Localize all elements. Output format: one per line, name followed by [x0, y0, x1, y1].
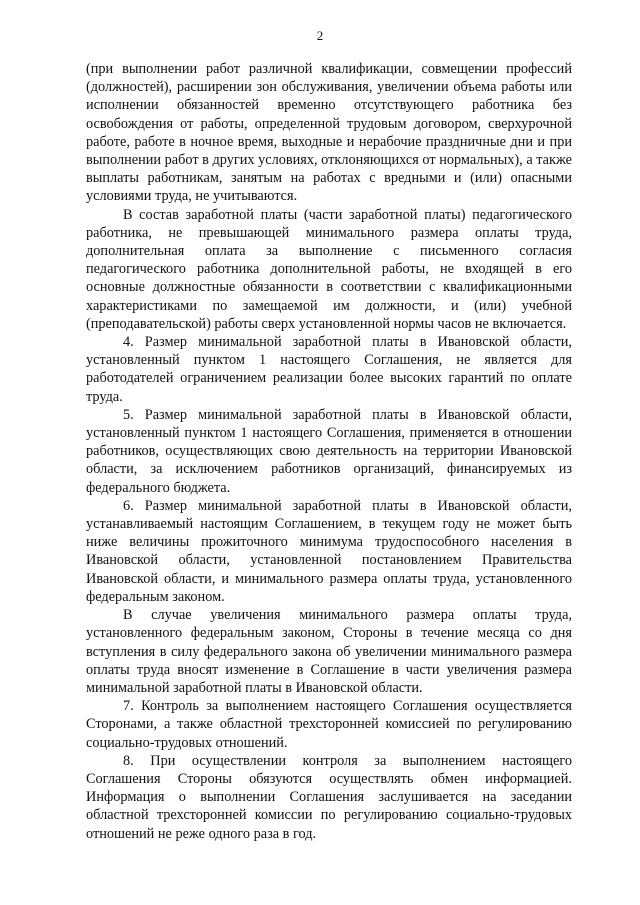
paragraph-pedagogical-worker: В состав заработной платы (части заработной платы) педагогического работника, не превышающей минимального размера оплаты труда, дополнительная оплата за выполнение с письменного согласия педагогического работника дополнительной работы, не входящей в его основные должностные обязанности в соответствии с квалификационными характеристиками по замещаемой им должности, и (или) учебной (преподавательской) работы сверх установленной нормы часов не включается. — [86, 206, 572, 332]
paragraph-mrot-increase: В случае увеличения минимального размера оплаты труда, установленного федеральным законом, Стороны в течение месяца со дня вступления в силу федерального закона об увеличении минимального размера оплаты труда вносят изменение в Соглашение в части увеличения размера минимальной заработной платы в Ивановской области. — [86, 607, 572, 696]
paragraph-item-4: 4. Размер минимальной заработной платы в Ивановской области, установленный пунктом 1 настоящего Соглашения, не является для работодателей ограничением реализации более высоких гарантий по оплате труда. — [86, 334, 572, 405]
paragraph-item-8: 8. При осуществлении контроля за выполнением настоящего Соглашения Стороны обязуются осуществлять обмен информацией. Информация о выполнении Соглашения заслушивается на заседании областной трехсторонней комиссии по регулированию социально-трудовых отношений не реже одного раза в год. — [86, 752, 572, 842]
paragraph-item-7: 7. Контроль за выполнением настоящего Соглашения осуществляется Сторонами, а также областной трехсторонней комиссией по регулированию социально-трудовых отношений. — [86, 698, 572, 751]
paragraph-continuation: (при выполнении работ различной квалификации, совмещении профессий (должностей), расширении зон обслуживания, увеличении объема работы или исполнении обязанностей временно отсутствующего работника без освобождения от работы, определенной трудовым договором, сверхурочной работе, работе в ночное время, выходные и нерабочие праздничные дни и при выполнении работ в других условиях, отклоняющихся от нормальных), а также выплаты работникам, занятым на работах с вредными и (или) опасными условиями труда, не учитываются. — [86, 61, 572, 205]
paragraph-item-6: 6. Размер минимальной заработной платы в Ивановской области, устанавливаемый настоящим Соглашением, в текущем году не может быть ниже величины прожиточного минимума трудоспособного населения в Ивановской области, установленной постановлением Правительства Ивановской области, и минимального размера оплаты труда, установленного федеральным законом. — [86, 497, 572, 605]
paragraph-item-5: 5. Размер минимальной заработной платы в Ивановской области, установленный пунктом 1 настоящего Соглашения, применяется в отношении работников, осуществляющих свою деятельность на территории Ивановской области, за исключением работников организаций, финансируемых из федерального бюджета. — [86, 406, 572, 496]
page-number: 2 — [316, 28, 324, 43]
document-body — [86, 60, 572, 843]
